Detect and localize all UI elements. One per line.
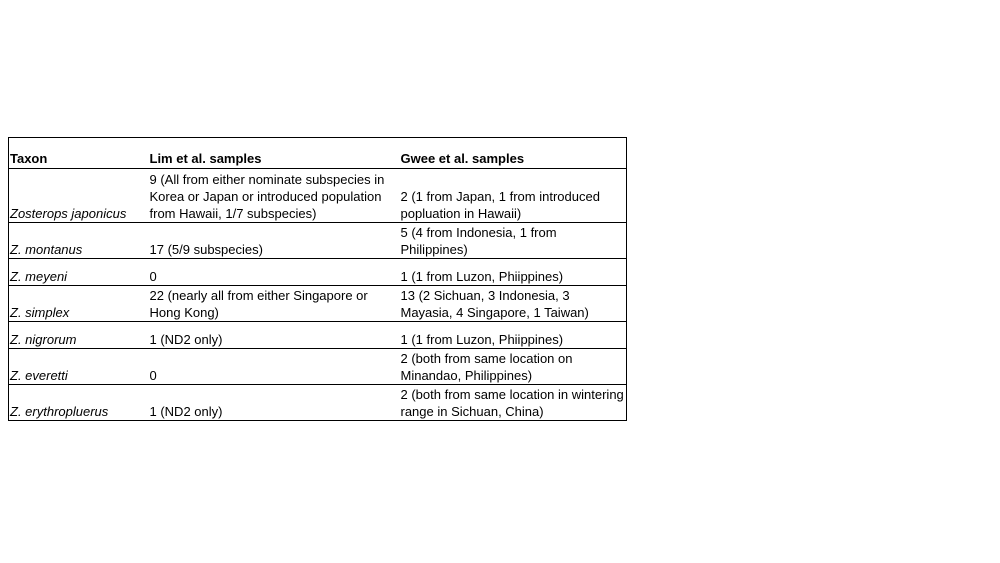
lim-samples-cell: 1 (ND2 only) <box>149 385 400 421</box>
samples-comparison-table <box>8 137 627 421</box>
taxon-cell: Z. nigrorum <box>9 322 149 349</box>
lim-samples-cell: 0 <box>149 349 400 385</box>
gwee-samples-cell: 1 (1 from Luzon, Phiippines) <box>400 259 627 286</box>
table-row <box>9 223 627 259</box>
gwee-samples-cell: 13 (2 Sichuan, 3 Indonesia, 3 Mayasia, 4 Singapore, 1 Taiwan) <box>400 286 627 322</box>
taxon-cell: Zosterops japonicus <box>9 169 149 223</box>
taxon-cell: Z. meyeni <box>9 259 149 286</box>
lim-samples-cell: 1 (ND2 only) <box>149 322 400 349</box>
table-row <box>9 169 627 223</box>
taxon-cell: Z. montanus <box>9 223 149 259</box>
taxon-cell: Z. everetti <box>9 349 149 385</box>
table-row <box>9 385 627 421</box>
table-row <box>9 286 627 322</box>
taxon-cell: Z. simplex <box>9 286 149 322</box>
table-row <box>9 349 627 385</box>
lim-samples-cell: 0 <box>149 259 400 286</box>
header-lim-samples: Lim et al. samples <box>149 138 400 169</box>
lim-samples-cell: 9 (All from either nominate subspecies in Korea or Japan or introduced population from Hawaii, 1/7 subspecies) <box>149 169 400 223</box>
taxon-cell: Z. erythropluerus <box>9 385 149 421</box>
gwee-samples-cell: 5 (4 from Indonesia, 1 from Philippines) <box>400 223 627 259</box>
lim-samples-cell: 17 (5/9 subspecies) <box>149 223 400 259</box>
gwee-samples-cell: 2 (both from same location on Minandao, Philippines) <box>400 349 627 385</box>
table-row <box>9 259 627 286</box>
table-header-row <box>9 138 627 169</box>
header-gwee-samples: Gwee et al. samples <box>400 138 627 169</box>
gwee-samples-cell: 2 (1 from Japan, 1 from introduced popluation in Hawaii) <box>400 169 627 223</box>
table-row <box>9 322 627 349</box>
gwee-samples-cell: 2 (both from same location in wintering range in Sichuan, China) <box>400 385 627 421</box>
gwee-samples-cell: 1 (1 from Luzon, Phiippines) <box>400 322 627 349</box>
lim-samples-cell: 22 (nearly all from either Singapore or Hong Kong) <box>149 286 400 322</box>
header-taxon: Taxon <box>9 138 149 169</box>
